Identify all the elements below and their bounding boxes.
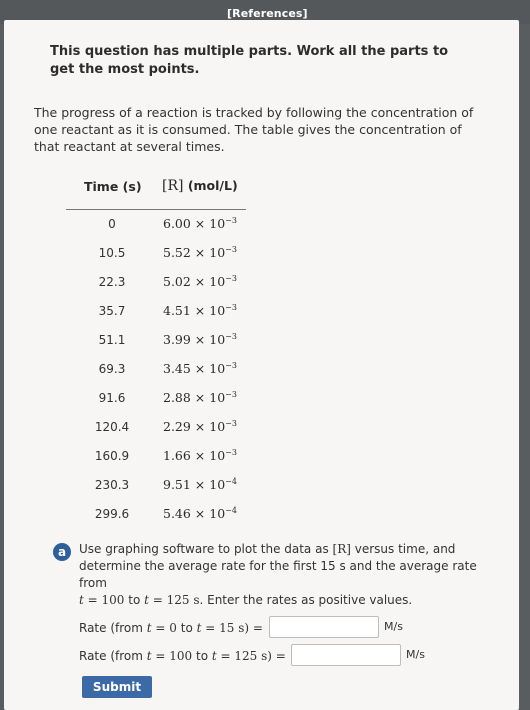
cell-time: 230.3	[94, 478, 130, 492]
table-row	[66, 326, 246, 355]
problem-description: The progress of a reaction is tracked by following the concentration of one reactant as it is consumed. The table gives the concentration of that reactant at several times.	[34, 105, 474, 154]
cell-concentration: $5.52 \times 10^{-3}$	[163, 245, 237, 260]
cell-concentration: $3.99 \times 10^{-3}$	[163, 332, 237, 347]
table-row	[66, 297, 246, 326]
cell-time: 10.5	[98, 246, 126, 260]
cell-concentration: $1.66 \times 10^{-3}$	[163, 448, 237, 463]
cell-concentration: $2.29 \times 10^{-3}$	[163, 419, 237, 434]
cell-time: 51.1	[98, 333, 126, 347]
cell-time: 120.4	[94, 420, 130, 434]
rate-2-unit: M/s	[406, 648, 425, 661]
part-a-question: Use graphing software to plot the data as [R] versus time, and determine the average rate for the first 15 s and the average rate from t = 100 to t = 125 s. Enter the rates as positive values.	[79, 542, 477, 607]
table-row	[66, 413, 246, 442]
concentration-table	[66, 178, 246, 529]
cell-time: 91.6	[98, 391, 126, 405]
rate-1-unit: M/s	[384, 620, 403, 633]
cell-concentration: $9.51 \times 10^{-4}$	[163, 477, 237, 492]
cell-time: 35.7	[98, 304, 126, 318]
cell-concentration: $5.46 \times 10^{-4}$	[163, 506, 237, 521]
cell-concentration: $4.51 \times 10^{-3}$	[163, 303, 237, 318]
question-card	[4, 20, 519, 710]
submit-button[interactable]: Submit	[82, 676, 152, 698]
table-row	[66, 239, 246, 268]
cell-time: 299.6	[94, 507, 130, 521]
table-header	[66, 178, 246, 210]
intro-text: This question has multiple parts. Work all the parts to get the most points.	[50, 44, 449, 77]
table-row	[66, 210, 246, 239]
table-row	[66, 355, 246, 384]
cell-time: 160.9	[94, 449, 130, 463]
rate-1-input[interactable]	[269, 616, 379, 638]
table-row	[66, 500, 246, 529]
header-time: Time (s)	[84, 179, 142, 194]
rate-2-label: Rate (from t = 100 to t = 125 s) =	[79, 649, 286, 663]
header-concentration: [R] (mol/L)	[162, 178, 238, 194]
references-link[interactable]: [References]	[227, 7, 308, 20]
table-row	[66, 384, 246, 413]
cell-time: 0	[108, 217, 116, 231]
rate-1-label: Rate (from t = 0 to t = 15 s) =	[79, 621, 263, 635]
rate-2-input[interactable]	[291, 644, 401, 666]
cell-concentration: $2.88 \times 10^{-3}$	[163, 390, 237, 405]
cell-concentration: $5.02 \times 10^{-3}$	[163, 274, 237, 289]
cell-time: 69.3	[98, 362, 126, 376]
cell-time: 22.3	[98, 275, 126, 289]
part-a-badge: a	[53, 543, 71, 561]
table-row	[66, 268, 246, 297]
table-row	[66, 471, 246, 500]
table-row	[66, 442, 246, 471]
cell-concentration: $3.45 \times 10^{-3}$	[163, 361, 237, 376]
cell-concentration: $6.00 \times 10^{-3}$	[163, 216, 237, 231]
